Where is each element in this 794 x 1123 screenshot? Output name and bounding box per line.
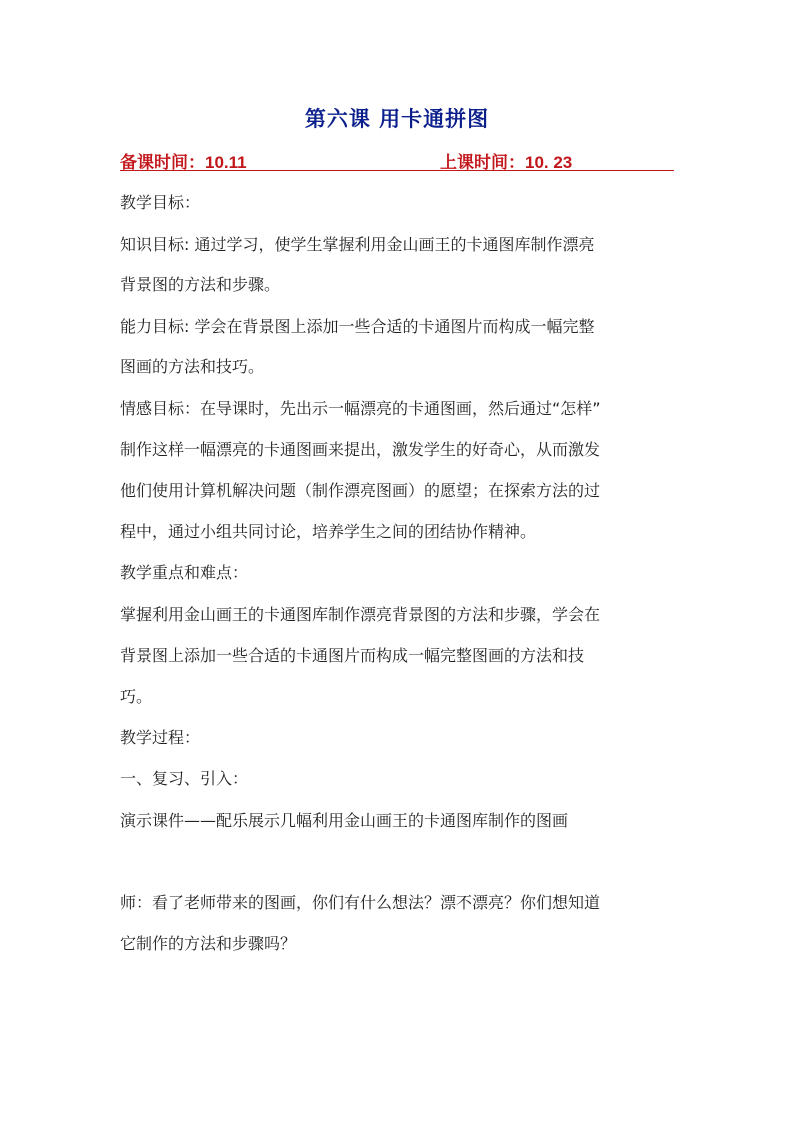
paragraph-line: 背景图的方法和步骤。 bbox=[120, 275, 281, 294]
section-heading-objectives: 教学目标： bbox=[120, 193, 201, 212]
paragraph-line: 演示课件——配乐展示几幅利用金山画王的卡通图库制作的图画 bbox=[120, 811, 569, 830]
paragraph-line: 它制作的方法和步骤吗？ bbox=[120, 934, 297, 953]
paragraph-line: 巧。 bbox=[120, 687, 153, 706]
section-heading-process: 教学过程： bbox=[120, 728, 201, 747]
lesson-title: 第六课 用卡通拼图 bbox=[304, 106, 490, 131]
paragraph-line: 制作这样一幅漂亮的卡通图画来提出，激发学生的好奇心，从而激发 bbox=[120, 440, 601, 459]
paragraph-line: 掌握利用金山画王的卡通图库制作漂亮背景图的方法和步骤，学会在 bbox=[120, 605, 601, 624]
paragraph-line: 能力目标: 学会在背景图上添加一些合适的卡通图片而构成一幅完整 bbox=[120, 317, 595, 336]
paragraph-line: 情感目标：在导课时，先出示一幅漂亮的卡通图画，然后通过“怎样” bbox=[120, 399, 601, 418]
prep-time: 备课时间：10.11 bbox=[120, 153, 247, 172]
class-time: 上课时间：10. 23 bbox=[440, 153, 573, 172]
section-heading-review: 一、复习、引入： bbox=[120, 769, 249, 788]
section-heading-key-points: 教学重点和难点： bbox=[120, 563, 249, 582]
paragraph-line: 背景图上添加一些合适的卡通图片而构成一幅完整图画的方法和技 bbox=[120, 646, 585, 665]
paragraph-line: 图画的方法和技巧。 bbox=[120, 357, 265, 376]
paragraph-line: 他们使用计算机解决问题（制作漂亮图画）的愿望；在探索方法的过 bbox=[120, 481, 601, 500]
paragraph-line: 知识目标: 通过学习，使学生掌握利用金山画王的卡通图库制作漂亮 bbox=[120, 235, 595, 254]
schedule-line bbox=[120, 146, 674, 171]
paragraph-line: 程中，通过小组共同讨论，培养学生之间的团结协作精神。 bbox=[120, 522, 537, 541]
paragraph-line: 师：看了老师带来的图画，你们有什么想法？漂不漂亮？你们想知道 bbox=[120, 893, 601, 912]
